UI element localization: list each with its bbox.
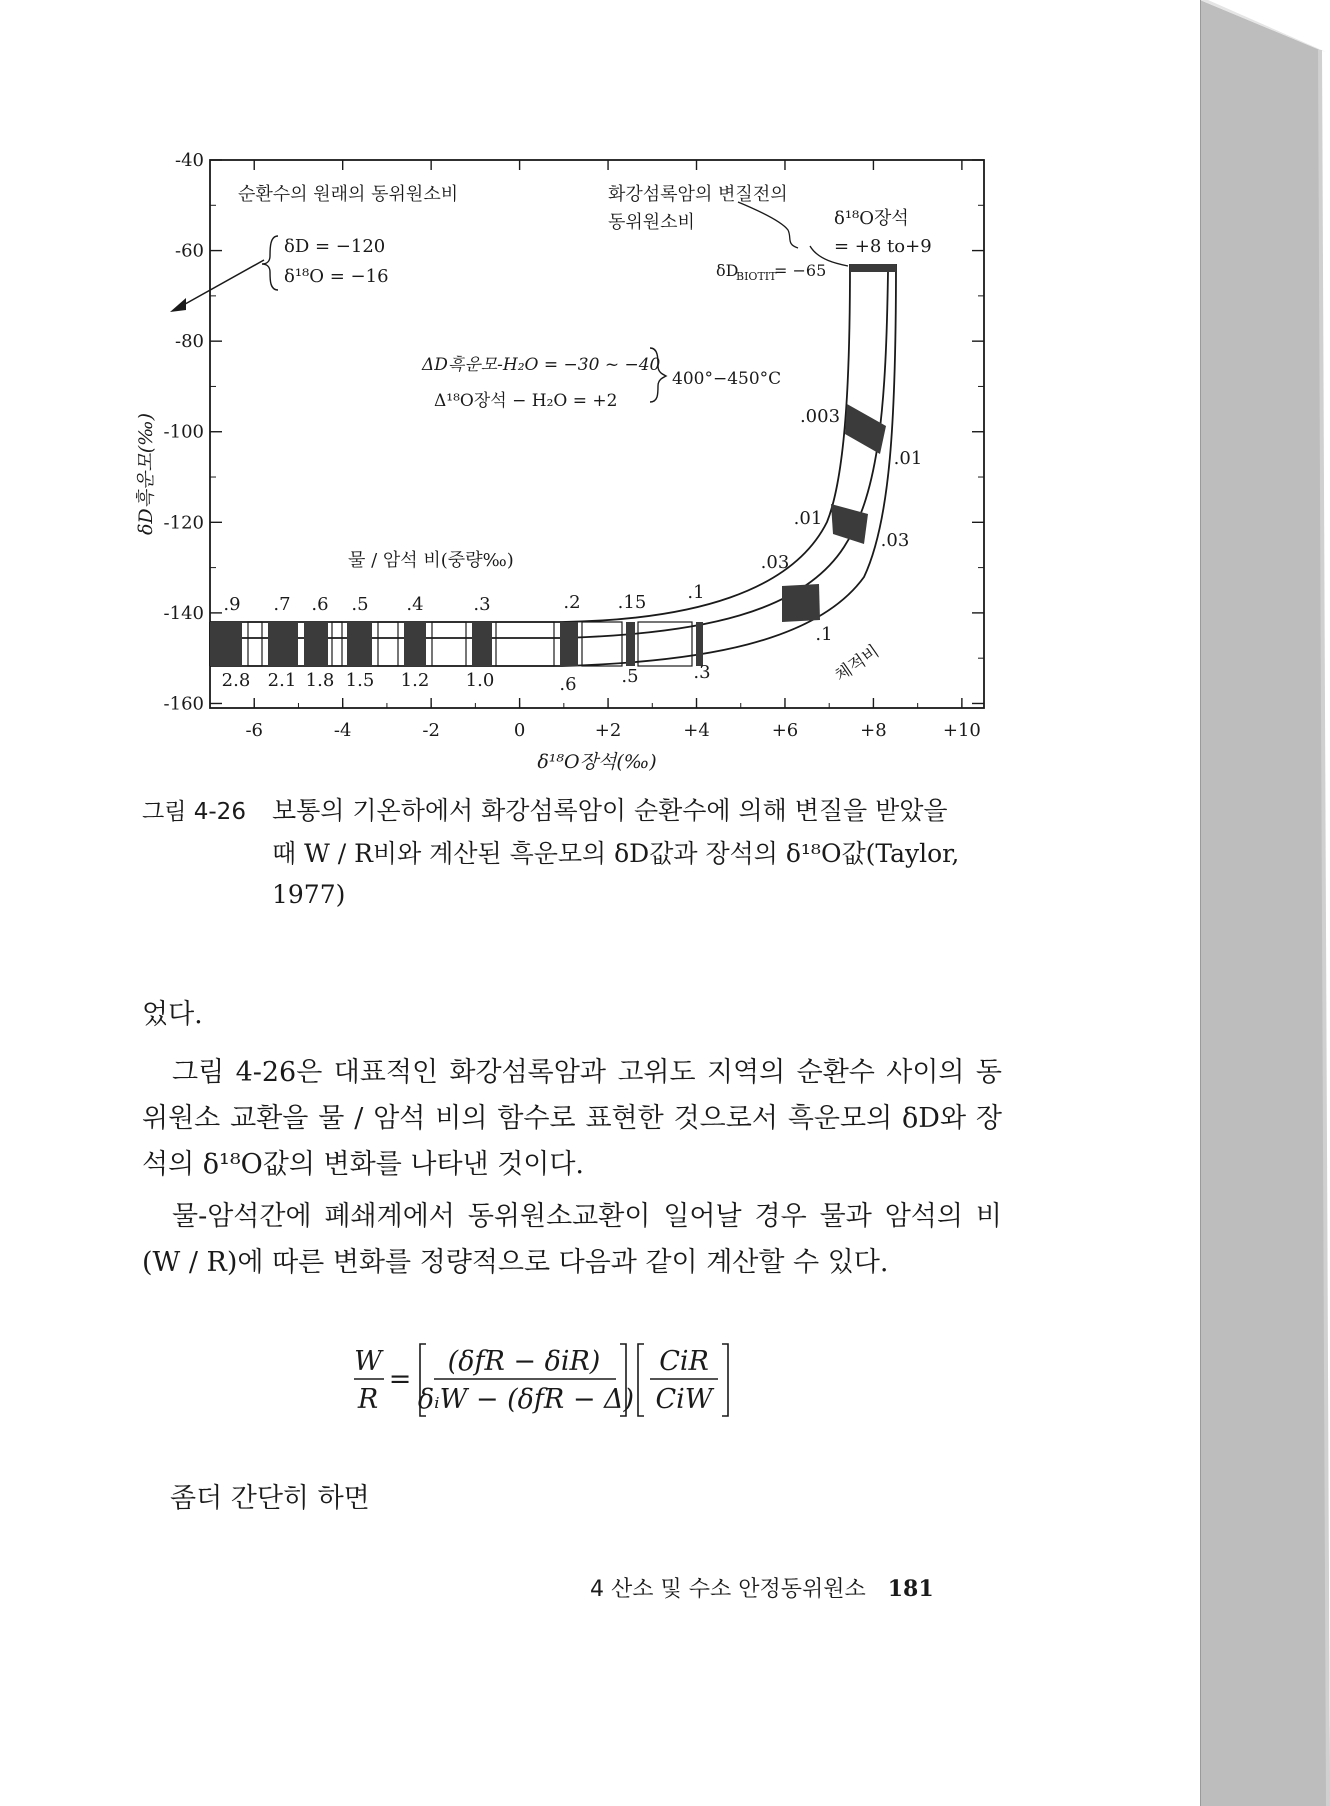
weight-ratio-label: .01	[793, 508, 823, 529]
wr-ratio-box	[404, 622, 426, 666]
after-formula-text: 좀더 간단히 하면	[170, 1483, 370, 1514]
volume-ratio-label: .6	[559, 674, 577, 695]
figure-number: 그림 4-26	[142, 799, 246, 825]
volume-ratio-label: 1.8	[305, 670, 335, 691]
x-axis-title: δ¹⁸O장석(‰)	[537, 751, 657, 773]
biotite-value: = −65	[774, 261, 827, 280]
y-tick-label: -100	[163, 421, 204, 443]
figure-caption	[142, 790, 1002, 915]
brace-left	[262, 236, 278, 290]
weight-ratio-label: .9	[223, 594, 241, 615]
weight-ratio-label: .15	[617, 592, 647, 613]
wr-ratio-title: 물 / 암석 비(중량‰)	[348, 550, 514, 571]
band-upper-curve	[210, 264, 850, 622]
x-tick-label: +6	[771, 720, 799, 741]
volume-ratio-label: .03	[880, 530, 910, 551]
wr-ratio-box	[472, 622, 492, 666]
x-tick-label: 0	[513, 720, 526, 741]
wr-ratio-box	[560, 622, 578, 666]
formula-fraction1-numerator: (δfR − δiR)	[447, 1346, 601, 1377]
x-tick-label: -2	[422, 720, 440, 741]
wr-ratio-box-vertical	[845, 404, 886, 454]
weight-ratio-label: .7	[273, 594, 291, 615]
volume-ratio-label: 1.0	[465, 670, 495, 691]
y-tick-label: -80	[175, 331, 204, 353]
wr-ratio-open-box	[248, 622, 262, 666]
weight-ratio-label: .3	[473, 594, 491, 615]
volume-ratio-label: .3	[693, 662, 711, 683]
weight-ratio-label: .03	[760, 552, 790, 573]
chart-labels	[135, 183, 932, 773]
wr-ratio-box	[304, 622, 328, 666]
y-tick-label: -160	[163, 693, 204, 715]
fractionation-d: ΔD흑운모-H₂O = −30 ~ −40	[422, 355, 661, 375]
feldspar-label-1: δ¹⁸O장석	[834, 208, 909, 229]
paragraph-1: 었다.	[142, 999, 203, 1030]
y-tick-label: -40	[175, 150, 204, 171]
y-tick-label: -140	[163, 602, 204, 624]
fractionation-o: Δ¹⁸O장석 − H₂O = +2	[434, 391, 618, 411]
weight-ratio-label: .4	[406, 594, 424, 615]
wr-ratio-open-box	[432, 622, 466, 666]
volume-ratio-label: .1	[815, 624, 833, 645]
wr-ratio-box	[210, 622, 242, 666]
volume-ratio-label: 1.2	[400, 670, 430, 691]
x-tick-label: +2	[594, 720, 622, 741]
x-tick-label: +4	[683, 720, 710, 741]
wr-ratio-box	[626, 622, 635, 666]
weight-ratio-label: .1	[687, 582, 705, 603]
wr-ratio-open-box	[378, 622, 398, 666]
arrow-line	[178, 260, 264, 308]
isotope-exchange-chart	[2, 2, 1200, 782]
band-middle-curve	[210, 272, 888, 638]
caption-line-1: 보통의 기온하에서 화강섬록암이 순환수에 의해 변질을 받았을	[272, 796, 948, 825]
formula-fraction2-denominator: CiW	[655, 1384, 713, 1415]
x-tick-label: -6	[245, 720, 264, 741]
initial-water-d18O: δ¹⁸O = −16	[284, 266, 389, 287]
book-page	[2, 2, 1200, 1802]
formula-lhs-numerator: W	[354, 1346, 382, 1377]
rock-pointer	[738, 202, 798, 248]
page-number: 181	[887, 1576, 934, 1602]
initial-water-dD: δD = −120	[284, 236, 386, 257]
biotite-label: δD	[716, 261, 739, 280]
x-tick-label: +8	[860, 720, 887, 741]
formula-fraction2-numerator: CiR	[659, 1346, 709, 1377]
wr-ratio-box	[347, 622, 372, 666]
initial-rock-label-1: 화강섬록암의 변질전의	[608, 184, 788, 205]
wr-ratio-box	[696, 622, 703, 666]
y-tick-label: -60	[175, 240, 204, 262]
volume-ratio-label: .5	[621, 666, 639, 687]
wr-formula	[354, 1340, 814, 1420]
biotite-sub: BIOTIT	[736, 270, 777, 283]
caption-line-3: 1977)	[272, 880, 346, 909]
volume-ratio-label: 1.5	[345, 670, 375, 691]
volume-ratio-label: .01	[893, 448, 923, 469]
caption-line-2: 때 W / R비와 계산된 흑운모의 δD값과 장석의 δ¹⁸O값(Taylor,	[272, 839, 960, 868]
page-footer	[590, 1572, 934, 1603]
x-tick-label: -4	[333, 720, 352, 741]
y-axis-title: δD흑운모(‰)	[135, 412, 157, 536]
formula-fraction1-denominator: δᵢW − (δfR − Δ)	[417, 1384, 635, 1415]
feldspar-label-2: = +8 to+9	[834, 236, 932, 257]
weight-ratio-label: .5	[351, 594, 369, 615]
chapter-title: 4 산소 및 수소 안정동위원소	[590, 1577, 866, 1602]
volume-ratio-title: 체적비	[831, 641, 884, 687]
paragraph-3: 물-암석간에 폐쇄계에서 동위원소교환이 일어날 경우 물과 암석의 비(W / R)에 따른 변화를 정량적으로 다음과 같이 계산할 수 있다.	[142, 1201, 1002, 1278]
weight-ratio-label: .6	[311, 594, 329, 615]
x-tick-label: +10	[942, 720, 981, 741]
wr-ratio-open-box	[496, 622, 554, 666]
initial-water-label: 순환수의 원래의 동위원소비	[238, 184, 459, 205]
arrow-head	[170, 298, 186, 312]
weight-ratio-label: .2	[563, 592, 581, 613]
volume-ratio-label: 2.1	[267, 670, 297, 691]
book-edge	[1200, 0, 1330, 1806]
wr-ratio-box	[268, 622, 298, 666]
formula-equals: =	[388, 1364, 412, 1395]
paragraph-2: 그림 4-26은 대표적인 화강섬록암과 고위도 지역의 순환수 사이의 동위원소 교환을 물 / 암석 비의 함수로 표현한 것으로서 흑운모의 δD와 장석의 δ¹⁸O값의 변화를 나타낸 것이다.	[142, 1057, 1002, 1180]
initial-rock-label-2: 동위원소비	[608, 212, 695, 233]
y-tick-label: -120	[163, 512, 204, 534]
weight-ratio-label: .003	[799, 406, 841, 427]
volume-ratio-label: 2.8	[221, 670, 251, 691]
body-text	[142, 992, 1002, 1286]
wr-ratio-open-box	[332, 622, 342, 666]
initial-rock-box	[850, 264, 896, 272]
temperature-label: 400°−450°C	[672, 369, 782, 389]
wr-ratio-open-box	[582, 622, 622, 666]
wr-ratio-box-curve	[782, 584, 820, 622]
formula-lhs-denominator: R	[357, 1384, 379, 1415]
